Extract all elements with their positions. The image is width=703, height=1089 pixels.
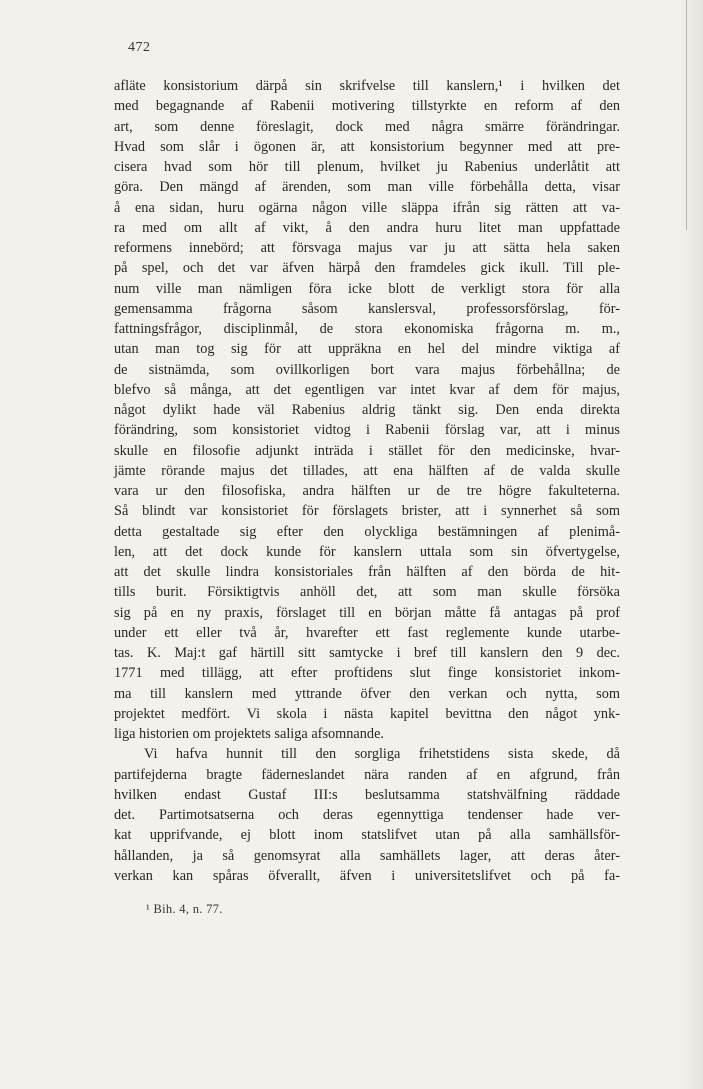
text-line: skulle en filosofie adjunkt inträda i stället för den medicinske, hvar-: [114, 442, 620, 459]
text-line: något dylikt hade väl Rabenius aldrig tänkt sig. Den enda direkta: [114, 402, 620, 418]
text-line: göra. Den mängd af ärenden, som man ville förbehålla detta, visar: [114, 179, 620, 196]
text-line: tills burit. Försiktigtvis anhöll det, att som man skulle försöka: [114, 584, 620, 601]
text-line: de sistnämda, som ovillkorligen bort vara majus förbehållna; de: [114, 361, 620, 378]
text-line: partifejderna bragte fäderneslandet nära randen af en afgrund, från: [114, 766, 620, 783]
text-line: Hvad som slår i ögonen är, att konsistorium begynner med att pre-: [114, 138, 620, 155]
text-line: ma till kanslern med yttrande öfver den verkan och nytta, som: [114, 685, 620, 702]
text-line: på spel, och det var äfven härpå den framdeles gick ikull. Till ple-: [114, 260, 620, 277]
text-line: Vi hafva hunnit till den sorgliga frihetstidens sista skede, då: [144, 746, 620, 763]
page-edge-line: [686, 0, 687, 230]
text-line: art, som denne föreslagit, dock med några smärre förändringar.: [114, 118, 620, 135]
text-line: reformens innebörd; att försvaga majus var ju att sätta hela saken: [114, 240, 620, 256]
text-line: Så blindt var konsistoriet för förslagets brister, att i synnerhet så som: [114, 503, 620, 520]
text-line: detta gestaltade sig efter den olyckliga bestämningen af plenimå-: [114, 523, 620, 540]
footnote-text: Bih. 4, n. 77.: [153, 902, 223, 916]
body-text: [114, 76, 620, 886]
text-line: verkan kan spåras öfverallt, äfven i universitetslifvet och på fa-: [114, 867, 620, 884]
text-line: jämte rörande majus det tillades, att ena hälften af de valda skulle: [114, 462, 620, 479]
text-line: förändring, som konsistoriet vidtog i Rabenii förslag var, att i minus: [114, 422, 620, 439]
text-line: med begagnande af Rabenii motivering tillstyrkte en reform af den: [114, 98, 620, 115]
text-line: sig på en ny praxis, förslaget till en början måtte få antagas på prof: [114, 604, 620, 621]
text-line: len, att det dock kunde för kanslern uttala som sin öfvertygelse,: [114, 543, 620, 560]
text-line: fattningsfrågor, disciplinmål, de stora ekonomiska frågorna m. m.,: [114, 321, 620, 337]
text-line: num ville man nämligen föra icke blott de verkligt stora för alla: [114, 280, 620, 297]
footnote-marker: ¹: [146, 902, 151, 916]
text-line: hållanden, ja så genomsyrat alla samhällets lager, att deras åter-: [114, 847, 620, 864]
text-line: det. Partimotsatserna och deras egennyttiga tendenser hade ver-: [114, 807, 620, 823]
text-line: vara ur den filosofiska, andra hälften ur de tre högre fakulteterna.: [114, 483, 620, 499]
text-line: gemensamma frågorna såsom kanslersval, professorsförslag, för-: [114, 300, 620, 317]
text-line: afläte konsistorium därpå sin skrifvelse till kanslern,¹ i hvilken det: [114, 78, 620, 94]
footnote: [146, 902, 223, 917]
page-edge-shadow: [677, 0, 703, 1089]
text-line: ra med om allt af vikt, å den andra huru litet man uppfattade: [114, 219, 620, 236]
text-line: utan man tog sig för att uppräkna en hel del mindre viktiga af: [114, 341, 620, 358]
text-line: under ett eller två år, hvarefter ett fast reglemente kunde utarbe-: [114, 624, 620, 641]
text-line: cisera hvad som hör till plenum, hvilket ju Rabenius underlåtit att: [114, 159, 620, 175]
text-line: hvilken endast Gustaf III:s beslutsamma statshvälfning räddade: [114, 786, 620, 803]
text-line: projektet medfört. Vi skola i nästa kapitel bevittna den något ynk-: [114, 705, 620, 722]
text-line: tas. K. Maj:t gaf härtill sitt samtycke i bref till kanslern den 9 dec.: [114, 645, 620, 661]
text-line: liga historien om projektets saliga afsomnande.: [114, 726, 384, 742]
page-number: 472: [128, 40, 151, 55]
text-line: blefvo så många, att det egentligen var intet kvar af dem för majus,: [114, 381, 620, 398]
text-line: 1771 med tillägg, att efter proftidens slut finge konsistoriet inkom-: [114, 665, 620, 682]
text-line: att det skulle lindra konsistoriales från hälften af den börda de hit-: [114, 564, 620, 580]
text-line: å ena sidan, huru ogärna någon ville släppa ifrån sig rätten att va-: [114, 199, 620, 216]
text-line: kat upprifvande, ej blott inom statslifvet utan på alla samhällsför-: [114, 827, 620, 844]
